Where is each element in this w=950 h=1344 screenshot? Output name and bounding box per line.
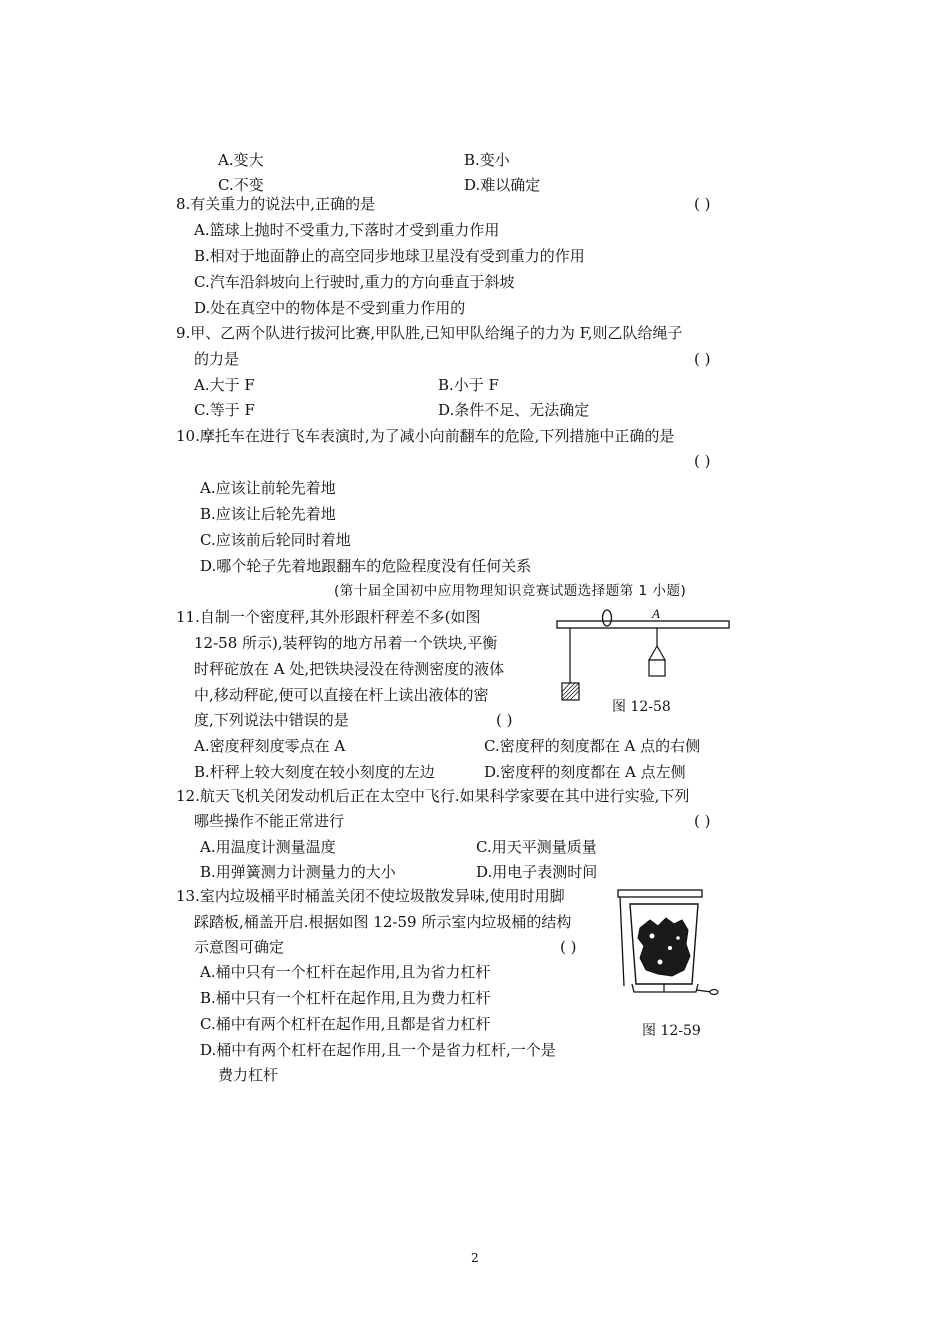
q11-stem-line5: 度,下列说法中错误的是 [194,711,349,729]
q13-answer-paren: ( ) [560,938,577,956]
q12-stem-line1: 12.航天飞机关闭发动机后正在太空中飞行.如果科学家要在其中进行实验,下列 [176,787,690,805]
q9-stem-line2: 的力是 [194,350,240,368]
point-a-label: A [652,606,660,621]
q12-option-d: D.用电子表测时间 [476,863,598,881]
q7-option-c: C.不变 [218,176,264,194]
q10-option-c: C.应该前后轮同时着地 [200,531,351,549]
garbage-contents [638,918,690,976]
figure-12-59 [612,886,722,1001]
q9-option-b: B.小于 F [438,376,499,394]
q8-option-d: D.处在真空中的物体是不受到重力作用的 [194,299,466,317]
q13-option-d: D.桶中有两个杠杆在起作用,且一个是省力杠杆,一个是 [200,1041,556,1059]
page-number: 2 [471,1251,479,1265]
q8-option-b: B.相对于地面静止的高空同步地球卫星没有受到重力的作用 [194,247,585,265]
q11-answer-paren: ( ) [496,711,513,729]
q9-stem-line1: 9.甲、乙两个队进行拔河比赛,甲队胜,已知甲队给绳子的力为 F,则乙队给绳子 [176,324,683,342]
q8-option-c: C.汽车沿斜坡向上行驶时,重力的方向垂直于斜坡 [194,273,515,291]
q13-option-c: C.桶中有两个杠杆在起作用,且都是省力杠杆 [200,1015,491,1033]
q8-stem: 8.有关重力的说法中,正确的是 [176,195,376,213]
figure-12-58-caption: 图 12-58 [612,699,671,715]
q11-option-b: B.杆秤上较大刻度在较小刻度的左边 [194,763,435,781]
q13-option-a: A.桶中只有一个杠杆在起作用,且为省力杠杆 [200,963,491,981]
sliding-weight [649,646,665,660]
q13-stem-line1: 13.室内垃圾桶平时桶盖关闭不使垃圾散发异味,使用时用脚 [176,887,565,905]
figure-12-59-caption: 图 12-59 [642,1023,701,1039]
q13-option-d-continued: 费力杠杆 [218,1066,279,1084]
q9-option-d: D.条件不足、无法确定 [438,401,590,419]
q8-option-a: A.篮球上抛时不受重力,下落时才受到重力作用 [194,221,500,239]
q11-option-c: C.密度秤的刻度都在 A 点的右侧 [484,737,701,755]
q11-stem-line4: 中,移动秤砣,便可以直接在杆上读出液体的密 [194,686,489,704]
q7-option-d: D.难以确定 [464,176,541,194]
q10-stem: 10.摩托车在进行飞车表演时,为了减小向前翻车的危险,下列措施中正确的是 [176,427,675,445]
q12-option-a: A.用温度计测量温度 [200,838,336,856]
q13-stem-line3: 示意图可确定 [194,938,285,956]
q13-option-b: B.桶中只有一个杠杆在起作用,且为费力杠杆 [200,989,491,1007]
q11-stem-line1: 11.自制一个密度秤,其外形跟杆秤差不多(如图 [176,608,481,626]
q10-answer-paren: ( ) [694,452,711,470]
balance-beam [557,621,729,628]
q9-option-a: A.大于 F [194,376,255,394]
trash-can-lid [618,890,702,897]
q11-stem-line3: 时秤砣放在 A 处,把铁块浸没在待测密度的液体 [194,660,505,678]
q10-option-d: D.哪个轮子先着地跟翻车的危险程度没有任何关系 [200,557,532,575]
q10-option-b: B.应该让后轮先着地 [200,505,336,523]
q7-option-b: B.变小 [464,151,510,169]
q10-source-note: (第十届全国初中应用物理知识竞赛试题选择题第 1 小题) [334,583,687,599]
q8-answer-paren: ( ) [694,195,711,213]
q9-option-c: C.等于 F [194,401,255,419]
q11-stem-line2: 12-58 所示),装秤钩的地方吊着一个铁块,平衡 [194,634,498,652]
q12-answer-paren: ( ) [694,812,711,830]
q12-stem-line2: 哪些操作不能正常进行 [194,812,345,830]
q7-option-a: A.变大 [218,151,264,169]
q10-option-a: A.应该让前轮先着地 [200,479,336,497]
q12-option-b: B.用弹簧测力计测量力的大小 [200,863,396,881]
q11-option-d: D.密度秤的刻度都在 A 点左侧 [484,763,686,781]
q9-answer-paren: ( ) [694,350,711,368]
q12-option-c: C.用天平测量质量 [476,838,597,856]
q13-stem-line2: 踩踏板,桶盖开启.根据如图 12-59 所示室内垃圾桶的结构 [194,913,572,931]
q11-option-a: A.密度秤刻度零点在 A [194,737,346,755]
